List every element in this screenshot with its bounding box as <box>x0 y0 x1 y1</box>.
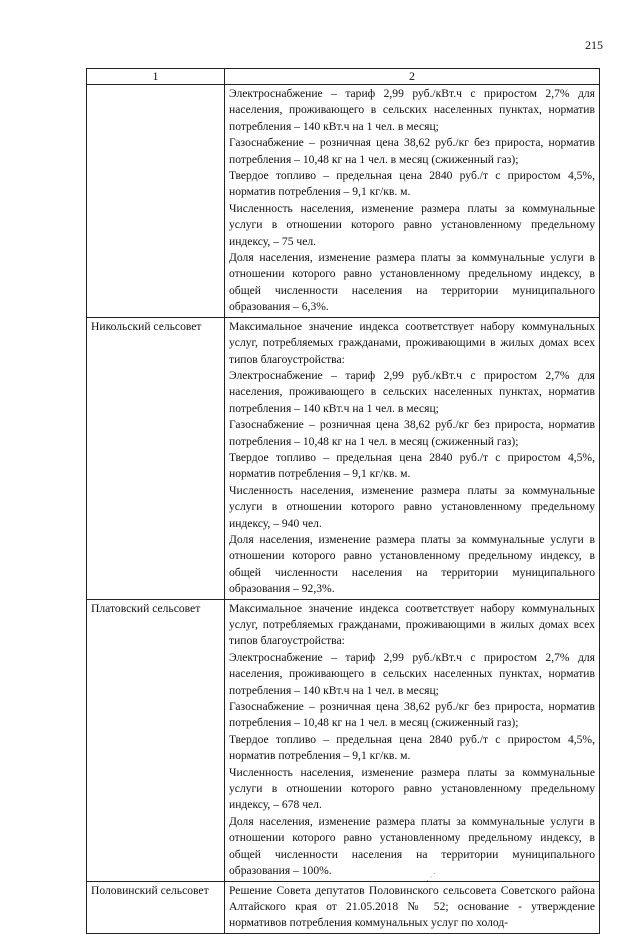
description-paragraph: Твердое топливо – предельная цена 2840 руб./т с приростом 4,5%, норматив потребления – 9,1 кг/кв. м. <box>229 450 595 481</box>
scan-artifact: ⋰ <box>426 872 436 883</box>
index-description <box>225 881 600 933</box>
municipal-index-table <box>86 68 600 934</box>
description-paragraph: Численность населения, изменение размера платы за коммунальные услуги в отношении которого равно установленному предельному индексу, – 940 чел. <box>229 483 595 530</box>
table-row <box>87 599 600 881</box>
description-paragraph: Максимальное значение индекса соответствует набору коммунальных услуг, потребляемых гражданами, проживающими в жилых домах всех типов благоустройства: <box>229 601 595 648</box>
description-paragraph: Численность населения, изменение размера платы за коммунальные услуги в отношении которого равно установленному предельному индексу, – 678 чел. <box>229 765 595 812</box>
municipality-name: Платовский сельсовет <box>87 599 225 881</box>
description-paragraph: Доля населения, изменение размера платы за коммунальные услуги в отношении которого равно установленному предельному индексу, в общей численности населения на территории муниципального образования – 100%. <box>229 814 595 878</box>
column-header-2: 2 <box>225 69 600 85</box>
description-paragraph: Доля населения, изменение размера платы за коммунальные услуги в отношении которого равно установленному предельному индексу, в общей численности населения на территории муниципального образования – 92,3%. <box>229 532 595 596</box>
description-paragraph: Газоснабжение – розничная цена 38,62 руб./кг без прироста, норматив потребления – 10,48 кг на 1 чел. в месяц (сжиженный газ); <box>229 418 595 448</box>
table-header-row <box>87 69 600 85</box>
index-description <box>225 85 600 318</box>
description-paragraph: Решение Совета депутатов Половинского сельсовета Советского района Алтайского края от 21.05.2018 № 52; основание - утверждение нормативов потребления коммунальных услуг по холод- <box>229 883 595 930</box>
description-paragraph: Электроснабжение – тариф 2,99 руб./кВт.ч с приростом 2,7% для населения, проживающего в сельских населенных пунктах, норматив потребления – 140 кВт.ч на 1 чел. в месяц; <box>229 87 595 133</box>
column-header-1: 1 <box>87 69 225 85</box>
table-body <box>87 85 600 934</box>
description-paragraph: Газоснабжение – розничная цена 38,62 руб./кг без прироста, норматив потребления – 10,48 кг на 1 чел. в месяц (сжиженный газ); <box>229 136 595 166</box>
description-paragraph: Твердое топливо – предельная цена 2840 руб./т с приростом 4,5%, норматив потребления – 9,1 кг/кв. м. <box>229 732 595 763</box>
index-description <box>225 599 600 881</box>
description-paragraph: Электроснабжение – тариф 2,99 руб./кВт.ч с приростом 2,7% для населения, проживающего в сельских населенных пунктах, норматив потребления – 140 кВт.ч на 1 чел. в месяц; <box>229 650 595 697</box>
description-paragraph: Твердое топливо – предельная цена 2840 руб./т с приростом 4,5%, норматив потребления – 9,1 кг/кв. м. <box>229 169 595 199</box>
description-paragraph: Численность населения, изменение размера платы за коммунальные услуги в отношении которого равно установленному предельному индексу, – 75 чел. <box>229 201 595 248</box>
table-row <box>87 85 600 318</box>
municipality-name: Никольский сельсовет <box>87 317 225 599</box>
municipality-name: Половинский сельсовет <box>87 881 225 933</box>
index-description <box>225 317 600 599</box>
page-number: 215 <box>585 38 603 52</box>
description-paragraph: Газоснабжение – розничная цена 38,62 руб./кг без прироста, норматив потребления – 10,48 кг на 1 чел. в месяц (сжиженный газ); <box>229 700 595 730</box>
description-paragraph: Максимальное значение индекса соответствует набору коммунальных услуг, потребляемых гражданами, проживающими в жилых домах всех типов благоустройства: <box>229 319 595 366</box>
table-row <box>87 317 600 599</box>
description-paragraph: Электроснабжение – тариф 2,99 руб./кВт.ч с приростом 2,7% для населения, проживающего в сельских населенных пунктах, норматив потребления – 140 кВт.ч на 1 чел. в месяц; <box>229 368 595 415</box>
table-row <box>87 881 600 933</box>
description-paragraph: Доля населения, изменение размера платы за коммунальные услуги в отношении которого равно установленному предельному индексу, в общей численности населения на территории муниципального образования – 6,3%. <box>229 251 595 314</box>
municipality-name <box>87 85 225 318</box>
